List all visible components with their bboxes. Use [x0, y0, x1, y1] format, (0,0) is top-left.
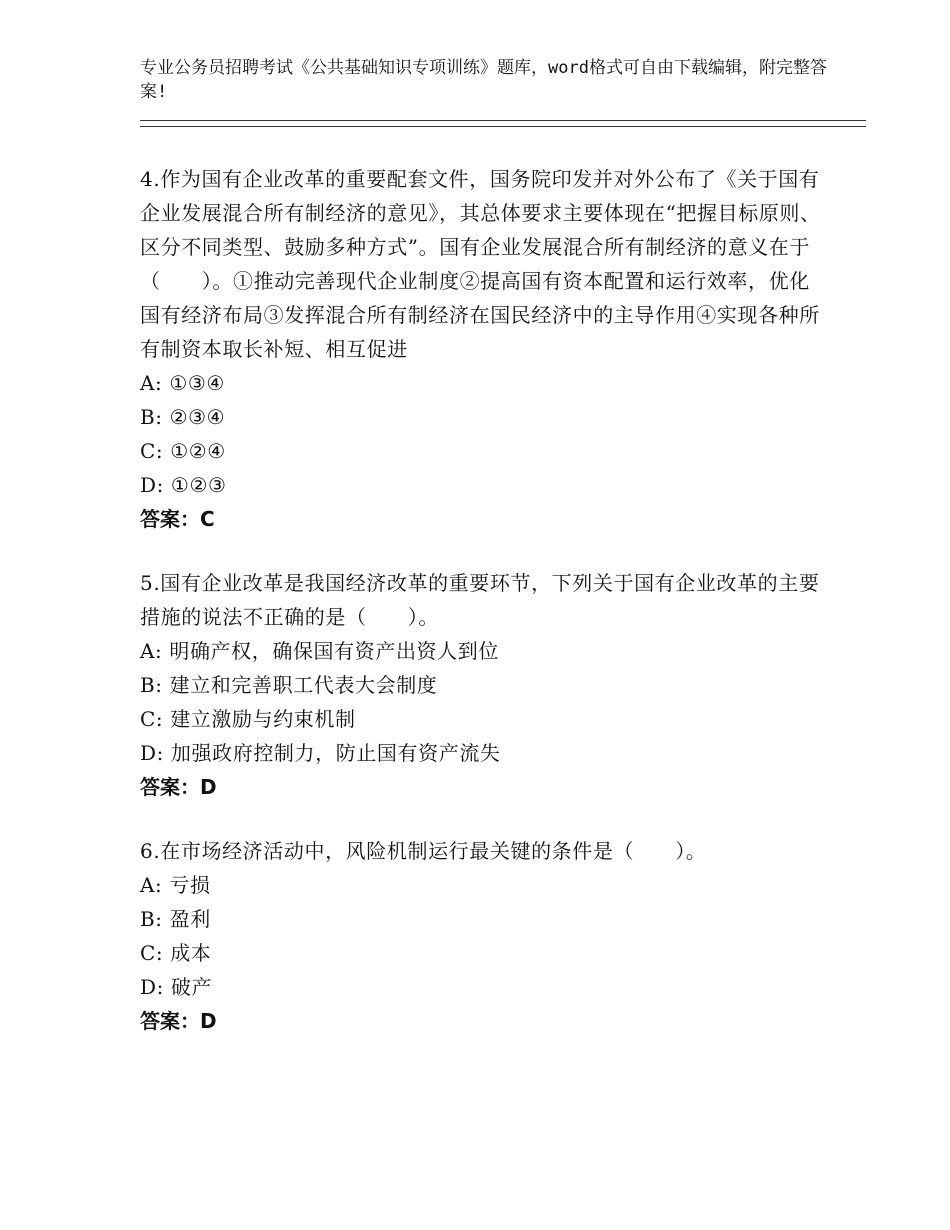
option-b: B: 盈利	[140, 907, 211, 931]
option-d: D: ①②③	[140, 473, 227, 497]
question-stem: 5.国有企业改革是我国经济改革的重要环节，下列关于国有企业改革的主要措施的说法不正确的是（ ）。	[140, 571, 820, 629]
option-c: C: 建立激励与约束机制	[140, 707, 356, 731]
option-a: A: 明确产权，确保国有资产出资人到位	[140, 639, 499, 663]
header-divider	[140, 120, 866, 127]
document-header: 专业公务员招聘考试《公共基础知识专项训练》题库，word格式可自由下载编辑，附完整答案!	[140, 58, 827, 102]
option-d: D: 加强政府控制力，防止国有资产流失	[140, 741, 501, 765]
question-list	[140, 162, 830, 1068]
option-c: C: ①②④	[140, 439, 226, 463]
option-a: A: 亏损	[140, 873, 211, 897]
option-c: C: 成本	[140, 941, 212, 965]
answer-text: 答案：D	[140, 1009, 217, 1033]
option-b: B: ②③④	[140, 405, 226, 429]
answer-text: 答案：D	[140, 775, 217, 799]
option-d: D: 破产	[140, 975, 213, 999]
question-stem: 6.在市场经济活动中，风险机制运行最关键的条件是（ ）。	[140, 839, 707, 863]
answer-text: 答案：C	[140, 507, 215, 531]
option-a: A: ①③④	[140, 371, 225, 395]
question-4	[140, 162, 830, 536]
question-6	[140, 834, 830, 1038]
option-b: B: 建立和完善职工代表大会制度	[140, 673, 438, 697]
question-5	[140, 566, 830, 804]
question-stem: 4.作为国有企业改革的重要配套文件，国务院印发并对外公布了《关于国有企业发展混合所有制经济的意见》，其总体要求主要体现在“把握目标原则、区分不同类型、鼓励多种方式”。国有企业发展混合所有制经济的意义在于（ ）。①推动完善现代企业制度②提高国有资本配置和运行效率，优化国有经济布局③发挥混合所有制经济在国民经济中的主导作用④实现各种所有制资本取长补短、相互促进	[140, 167, 821, 361]
